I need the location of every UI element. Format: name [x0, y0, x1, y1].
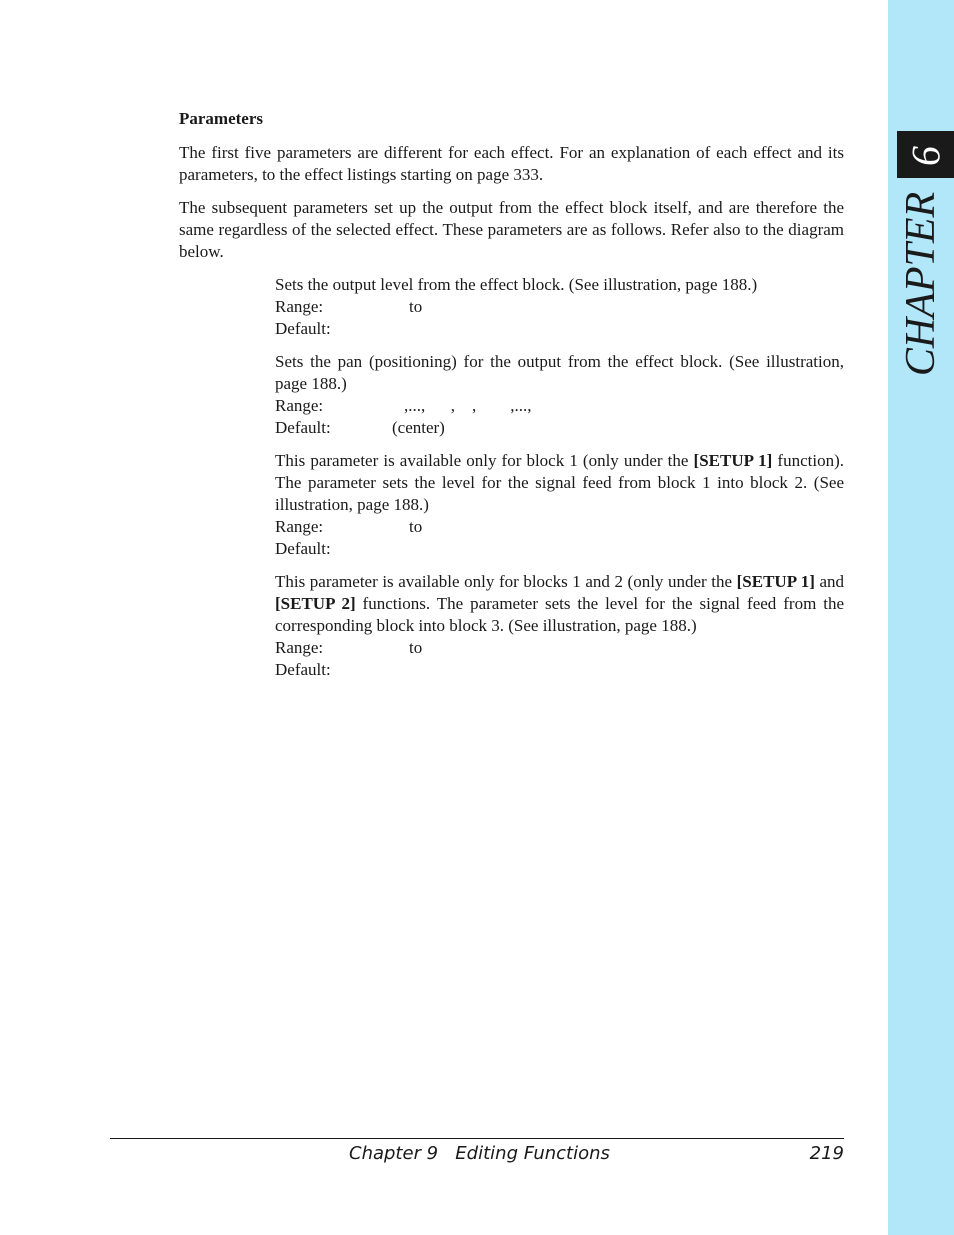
parameter-block-2: [275, 351, 844, 439]
default-value: (center): [392, 418, 445, 437]
default-label: Default:: [275, 539, 331, 558]
chapter-word: [898, 191, 945, 377]
range-row: [275, 296, 844, 318]
description-text: function). The parameter sets the level for the signal feed from block 1 into block 2. (See illustration, page 188.): [275, 451, 844, 514]
section-title: Parameters: [179, 109, 264, 128]
description-text: functions. The parameter sets the level for the signal feed from the corresponding block into block 3. (See illustration, page 188.): [275, 594, 844, 635]
default-row: [275, 538, 844, 560]
range-label: Range:: [275, 638, 324, 657]
footer-page-number: 219: [809, 1143, 844, 1164]
default-row: [275, 417, 844, 439]
chapter-word-text: CHAPTER: [898, 191, 945, 377]
chapter-side-tab: [888, 0, 954, 1235]
setup-1-key: [SETUP 1]: [736, 572, 815, 591]
default-label: Default:: [275, 660, 331, 679]
chapter-number-text: 9: [903, 144, 949, 165]
footer-chapter-title: Chapter 9 Editing Functions: [349, 1143, 610, 1164]
range-value: to: [409, 638, 423, 657]
description-text: This parameter is available only for block 1 (only under the: [275, 451, 694, 470]
default-label: Default:: [275, 319, 331, 338]
setup-2-key: [SETUP 2]: [275, 594, 356, 613]
parameter-description: Sets the output level from the effect block. (See illustration, page 188.): [275, 275, 758, 294]
intro-paragraph-2: The subsequent parameters set up the output from the effect block itself, and are therefore the same regardless of the selected effect. These parameters are as follows. Refer also to the diagram below.: [179, 198, 844, 261]
parameter-description: Sets the pan (positioning) for the output from the effect block. (See illustration, page 188.): [275, 352, 844, 393]
range-row: [275, 637, 844, 659]
parameter-block-4: [275, 571, 844, 681]
default-row: [275, 318, 844, 340]
range-row: [275, 395, 844, 417]
description-text: and: [814, 572, 844, 591]
range-label: Range:: [275, 297, 324, 316]
range-label: Range:: [275, 396, 324, 415]
chapter-number: [897, 131, 954, 178]
intro-paragraph-1: The first five parameters are different for each effect. For an explanation of each effect and its parameters, to the effect listings starting on page 333.: [179, 143, 844, 184]
default-label: Default:: [275, 418, 331, 437]
description-text: This parameter is available only for blocks 1 and 2 (only under the: [275, 572, 737, 591]
parameter-block-3: [275, 450, 844, 560]
range-value: to: [409, 297, 423, 316]
main-content: [179, 108, 844, 692]
chapter-number-box: [897, 131, 954, 178]
parameter-description: [275, 450, 844, 516]
parameter-description: [275, 571, 844, 637]
setup-1-key: [SETUP 1]: [693, 451, 773, 470]
range-row: [275, 516, 844, 538]
parameter-block-1: [275, 274, 844, 340]
range-value: ,..., , , ,...,: [404, 396, 532, 415]
range-value: to: [409, 517, 423, 536]
footer-divider: [110, 1138, 844, 1139]
range-label: Range:: [275, 517, 324, 536]
default-row: [275, 659, 844, 681]
